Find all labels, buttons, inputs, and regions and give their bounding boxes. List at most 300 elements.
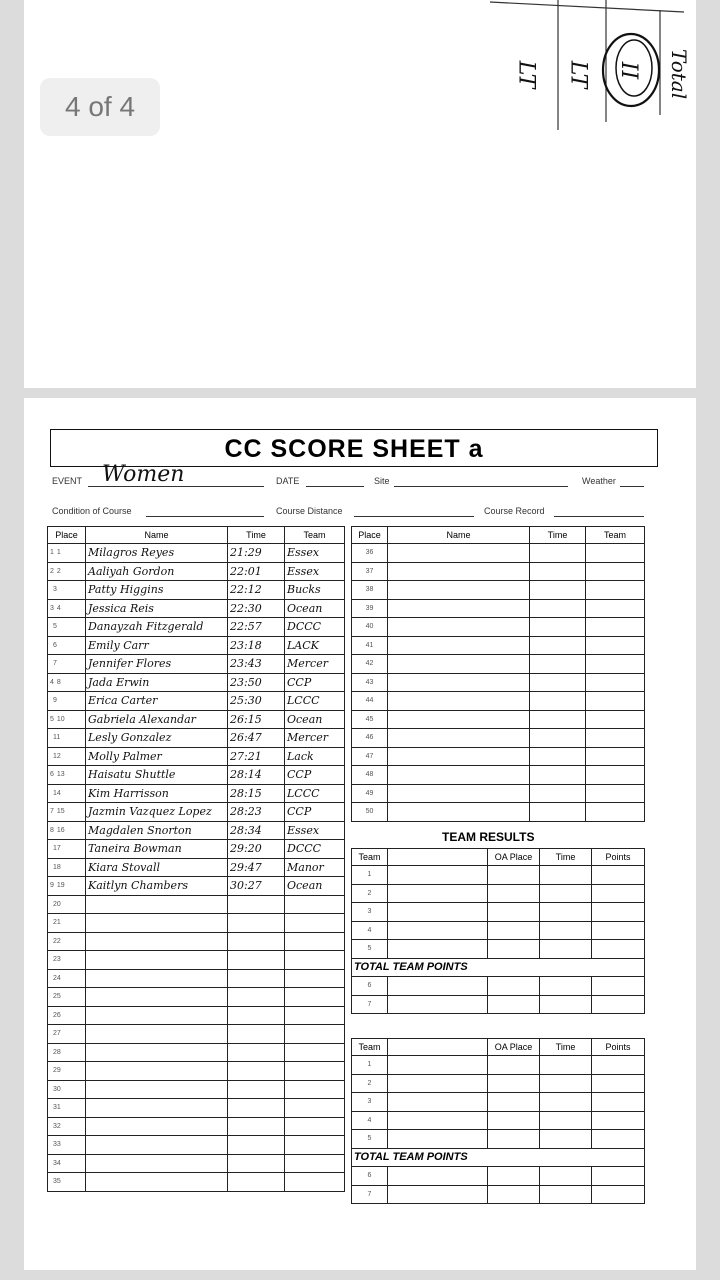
runner-name xyxy=(86,1117,228,1136)
result-row xyxy=(352,636,645,655)
total-points-row xyxy=(352,1148,645,1167)
team-cell xyxy=(592,1130,645,1149)
finish-time xyxy=(228,1173,285,1192)
event-label: EVENT xyxy=(52,476,83,486)
team-place-mark: 3 xyxy=(50,604,54,612)
place-number: 29 xyxy=(53,1067,61,1075)
team-row xyxy=(352,884,645,903)
score-sheet-page xyxy=(24,398,696,1270)
team-name xyxy=(285,1080,345,1099)
time-header: Time xyxy=(530,527,586,544)
team-name xyxy=(586,673,645,692)
runner-name: Molly Palmer xyxy=(86,747,228,766)
runner-name: Milagros Reyes xyxy=(86,544,228,563)
place-number: 10 xyxy=(56,715,65,723)
name-header: Name xyxy=(86,527,228,544)
team-name xyxy=(586,710,645,729)
result-row xyxy=(48,1099,345,1118)
result-row xyxy=(352,673,645,692)
team-cell xyxy=(592,977,645,996)
team-name xyxy=(586,766,645,785)
finish-time xyxy=(228,1117,285,1136)
team-name xyxy=(586,599,645,618)
result-row xyxy=(352,618,645,637)
team-cell xyxy=(592,1056,645,1075)
finish-time: 27:21 xyxy=(228,747,285,766)
team-name: LCCC xyxy=(285,784,345,803)
finish-time xyxy=(530,692,586,711)
place-cell xyxy=(48,729,86,748)
place-cell xyxy=(48,618,86,637)
total-note: Total xyxy=(667,48,692,100)
team-cell xyxy=(488,940,540,959)
runner-name: Jazmin Vazquez Lopez xyxy=(86,803,228,822)
team-name xyxy=(285,1099,345,1118)
team-cell xyxy=(388,995,488,1014)
team-cell xyxy=(488,921,540,940)
place-number: 15 xyxy=(56,808,65,816)
team-rank: 3 xyxy=(352,1093,388,1112)
runner-name xyxy=(388,673,530,692)
result-row xyxy=(352,544,645,563)
result-row xyxy=(48,895,345,914)
finish-time xyxy=(530,710,586,729)
place-cell xyxy=(48,1136,86,1155)
team-cell xyxy=(540,1056,592,1075)
runner-name xyxy=(86,988,228,1007)
place-number: 9 xyxy=(53,697,57,705)
team-cell xyxy=(592,1093,645,1112)
team-cell xyxy=(388,921,488,940)
finish-time: 22:01 xyxy=(228,562,285,581)
page-counter-badge: 4 of 4 xyxy=(40,78,160,136)
points-header: Points xyxy=(592,1039,645,1056)
place-cell xyxy=(48,821,86,840)
runner-name xyxy=(388,544,530,563)
place-cell xyxy=(48,1173,86,1192)
team-cell xyxy=(488,1093,540,1112)
finish-time xyxy=(530,747,586,766)
team-rank: 2 xyxy=(352,884,388,903)
team-cell xyxy=(488,903,540,922)
team-row xyxy=(352,1093,645,1112)
team-row xyxy=(352,1130,645,1149)
team-cell xyxy=(540,1074,592,1093)
previous-page xyxy=(24,0,696,388)
runner-name xyxy=(388,747,530,766)
finish-time xyxy=(530,636,586,655)
place-number: 43 xyxy=(352,673,388,692)
team-name xyxy=(285,988,345,1007)
result-row xyxy=(48,914,345,933)
team-row xyxy=(352,977,645,996)
condition-label: Condition of Course xyxy=(52,506,132,516)
result-row xyxy=(352,581,645,600)
team-rank: 4 xyxy=(352,921,388,940)
runner-name: Kim Harrisson xyxy=(86,784,228,803)
place-cell xyxy=(48,1117,86,1136)
result-row xyxy=(48,858,345,877)
team-cell xyxy=(388,1074,488,1093)
place-number: 31 xyxy=(53,1104,61,1112)
finish-time xyxy=(530,729,586,748)
place-cell xyxy=(48,1043,86,1062)
place-cell xyxy=(48,1154,86,1173)
place-cell xyxy=(48,895,86,914)
runner-name: Kaitlyn Chambers xyxy=(86,877,228,896)
finish-time xyxy=(530,655,586,674)
result-row xyxy=(48,951,345,970)
finish-time xyxy=(228,1062,285,1081)
team-name xyxy=(586,784,645,803)
team-cell xyxy=(388,1185,488,1204)
team-name xyxy=(586,692,645,711)
team-cell xyxy=(540,1185,592,1204)
team-cell xyxy=(540,1130,592,1149)
team-cell xyxy=(388,866,488,885)
finish-time: 28:14 xyxy=(228,766,285,785)
team-name xyxy=(586,562,645,581)
team-cell xyxy=(540,1167,592,1186)
runner-name xyxy=(86,1099,228,1118)
team-name xyxy=(285,1136,345,1155)
result-row xyxy=(48,581,345,600)
team-name xyxy=(285,932,345,951)
runner-name xyxy=(388,766,530,785)
team-place-mark: 1 xyxy=(50,549,54,557)
time-header: Time xyxy=(540,849,592,866)
team-row xyxy=(352,1056,645,1075)
runner-name: Magdalen Snorton xyxy=(86,821,228,840)
result-row xyxy=(352,803,645,822)
place-number: 48 xyxy=(352,766,388,785)
place-cell xyxy=(48,747,86,766)
result-row xyxy=(352,729,645,748)
team-cell xyxy=(592,1185,645,1204)
place-cell xyxy=(48,988,86,1007)
place-number: 6 xyxy=(53,641,57,649)
finish-time: 22:30 xyxy=(228,599,285,618)
result-row xyxy=(48,1117,345,1136)
finish-time xyxy=(530,544,586,563)
team-name xyxy=(586,581,645,600)
finish-time xyxy=(228,914,285,933)
place-number: 23 xyxy=(53,956,61,964)
result-row xyxy=(352,784,645,803)
team-name xyxy=(285,1006,345,1025)
runner-name: Jennifer Flores xyxy=(86,655,228,674)
team-rank: 7 xyxy=(352,995,388,1014)
runner-name xyxy=(388,692,530,711)
runner-name xyxy=(388,562,530,581)
place-number: 3 xyxy=(53,586,57,594)
place-number: 5 xyxy=(53,623,57,631)
team-rank: 6 xyxy=(352,977,388,996)
runner-name xyxy=(86,1154,228,1173)
team-row xyxy=(352,1074,645,1093)
finish-time: 30:27 xyxy=(228,877,285,896)
place-cell xyxy=(48,581,86,600)
time-header: Time xyxy=(540,1039,592,1056)
place-number: 42 xyxy=(352,655,388,674)
runner-name: Jada Erwin xyxy=(86,673,228,692)
finish-time xyxy=(530,673,586,692)
finish-time xyxy=(228,1080,285,1099)
tally-mark-1: LT xyxy=(513,60,539,89)
team-rank: 1 xyxy=(352,866,388,885)
runner-name xyxy=(388,655,530,674)
result-row xyxy=(48,1006,345,1025)
team-cell xyxy=(540,903,592,922)
place-number: 36 xyxy=(352,544,388,563)
total-team-points-label: TOTAL TEAM POINTS xyxy=(352,958,645,977)
place-number: 46 xyxy=(352,729,388,748)
team-name: Ocean xyxy=(285,710,345,729)
team-cell xyxy=(488,995,540,1014)
team-rank: 5 xyxy=(352,1130,388,1149)
team-name xyxy=(285,1117,345,1136)
results-table-right xyxy=(351,526,645,822)
finish-time xyxy=(228,951,285,970)
place-number: 49 xyxy=(352,784,388,803)
tally-mark-3: II xyxy=(616,61,642,80)
team-results-table-1 xyxy=(351,848,645,1014)
result-row xyxy=(48,969,345,988)
place-number: 25 xyxy=(53,993,61,1001)
team-place-mark: 6 xyxy=(50,771,54,779)
team-cell xyxy=(592,995,645,1014)
team-name: Essex xyxy=(285,544,345,563)
finish-time xyxy=(530,803,586,822)
team-name: Essex xyxy=(285,562,345,581)
place-cell xyxy=(48,599,86,618)
team-cell xyxy=(488,884,540,903)
place-number: 37 xyxy=(352,562,388,581)
finish-time xyxy=(228,1154,285,1173)
team-cell xyxy=(488,1111,540,1130)
place-number: 30 xyxy=(53,1085,61,1093)
result-row xyxy=(352,710,645,729)
team-rank: 5 xyxy=(352,940,388,959)
finish-time: 23:18 xyxy=(228,636,285,655)
team-name: CCP xyxy=(285,766,345,785)
place-number: 2 xyxy=(56,567,61,575)
team-header: Team xyxy=(352,1039,388,1056)
team-cell xyxy=(540,1093,592,1112)
team-cell xyxy=(540,995,592,1014)
finish-time xyxy=(228,895,285,914)
team-name xyxy=(586,729,645,748)
place-number: 17 xyxy=(53,845,61,853)
finish-time xyxy=(530,766,586,785)
result-row xyxy=(48,1173,345,1192)
place-cell xyxy=(48,840,86,859)
runner-name xyxy=(86,1062,228,1081)
team-name xyxy=(586,803,645,822)
place-number: 7 xyxy=(53,660,57,668)
place-cell xyxy=(48,544,86,563)
finish-time: 26:15 xyxy=(228,710,285,729)
team-cell xyxy=(540,884,592,903)
place-cell xyxy=(48,710,86,729)
result-row xyxy=(48,729,345,748)
place-number: 8 xyxy=(56,678,61,686)
team-cell xyxy=(388,1056,488,1075)
finish-time: 23:50 xyxy=(228,673,285,692)
place-cell xyxy=(48,932,86,951)
runner-name xyxy=(388,636,530,655)
finish-time xyxy=(530,581,586,600)
result-row xyxy=(48,710,345,729)
team-row xyxy=(352,940,645,959)
place-cell xyxy=(48,969,86,988)
result-row xyxy=(48,673,345,692)
team-name xyxy=(586,747,645,766)
team-rank: 6 xyxy=(352,1167,388,1186)
team-row xyxy=(352,1111,645,1130)
place-number: 28 xyxy=(53,1048,61,1056)
team-cell xyxy=(388,884,488,903)
runner-name: Danayzah Fitzgerald xyxy=(86,618,228,637)
team-cell xyxy=(540,921,592,940)
team-place-mark: 4 xyxy=(50,678,54,686)
place-number: 19 xyxy=(56,882,65,890)
result-row xyxy=(48,1080,345,1099)
team-place-mark: 9 xyxy=(50,882,54,890)
runner-name xyxy=(86,895,228,914)
points-header: Points xyxy=(592,849,645,866)
finish-time: 29:20 xyxy=(228,840,285,859)
team-place-mark: 7 xyxy=(50,808,54,816)
runner-name xyxy=(388,599,530,618)
place-number: 12 xyxy=(53,752,61,760)
result-row xyxy=(352,747,645,766)
team-name: Lack xyxy=(285,747,345,766)
place-cell xyxy=(48,692,86,711)
team-rank: 3 xyxy=(352,903,388,922)
record-label: Course Record xyxy=(484,506,545,516)
place-number: 35 xyxy=(53,1178,61,1186)
result-row xyxy=(48,1043,345,1062)
runner-name: Patty Higgins xyxy=(86,581,228,600)
place-number: 39 xyxy=(352,599,388,618)
team-cell xyxy=(540,866,592,885)
finish-time: 22:57 xyxy=(228,618,285,637)
runner-name xyxy=(388,784,530,803)
team-cell xyxy=(488,1167,540,1186)
team-rank: 4 xyxy=(352,1111,388,1130)
result-row xyxy=(48,803,345,822)
total-team-points-label: TOTAL TEAM POINTS xyxy=(352,1148,645,1167)
finish-time xyxy=(228,1099,285,1118)
runner-name xyxy=(86,1043,228,1062)
result-row xyxy=(352,766,645,785)
result-row xyxy=(48,692,345,711)
team-cell xyxy=(488,1130,540,1149)
event-value: Women xyxy=(102,462,185,487)
team-cell xyxy=(592,884,645,903)
result-row xyxy=(48,1025,345,1044)
finish-time xyxy=(228,1025,285,1044)
oa-place-header: OA Place xyxy=(488,1039,540,1056)
place-header: Place xyxy=(352,527,388,544)
runner-name xyxy=(388,729,530,748)
team-cell xyxy=(540,940,592,959)
total-points-row xyxy=(352,958,645,977)
team-name xyxy=(586,544,645,563)
place-number: 14 xyxy=(53,789,61,797)
team-cell xyxy=(592,1167,645,1186)
result-row xyxy=(48,599,345,618)
place-number: 4 xyxy=(56,604,61,612)
place-number: 22 xyxy=(53,937,61,945)
place-number: 41 xyxy=(352,636,388,655)
place-number: 20 xyxy=(53,900,61,908)
team-cell xyxy=(592,921,645,940)
runner-name: Aaliyah Gordon xyxy=(86,562,228,581)
place-cell xyxy=(48,951,86,970)
place-cell xyxy=(48,1025,86,1044)
team-name xyxy=(285,1025,345,1044)
team-cell xyxy=(592,866,645,885)
finish-time xyxy=(530,618,586,637)
team-name xyxy=(586,655,645,674)
team-name: Bucks xyxy=(285,581,345,600)
place-number: 27 xyxy=(53,1030,61,1038)
runner-name: Erica Carter xyxy=(86,692,228,711)
result-row xyxy=(48,544,345,563)
team-name: CCP xyxy=(285,673,345,692)
place-number: 13 xyxy=(56,771,65,779)
distance-label: Course Distance xyxy=(276,506,343,516)
team-cell xyxy=(488,1185,540,1204)
time-header: Time xyxy=(228,527,285,544)
result-row xyxy=(48,840,345,859)
place-cell xyxy=(48,1062,86,1081)
place-number: 24 xyxy=(53,974,61,982)
runner-name xyxy=(86,1136,228,1155)
team-place-mark: 8 xyxy=(50,826,54,834)
runner-name xyxy=(388,618,530,637)
runner-name xyxy=(388,710,530,729)
result-row xyxy=(48,747,345,766)
finish-time: 26:47 xyxy=(228,729,285,748)
team-name xyxy=(285,1173,345,1192)
team-name xyxy=(285,914,345,933)
team-cell xyxy=(488,866,540,885)
place-number: 34 xyxy=(53,1159,61,1167)
finish-time: 28:23 xyxy=(228,803,285,822)
runner-name xyxy=(86,914,228,933)
result-row xyxy=(48,932,345,951)
runner-name xyxy=(86,1173,228,1192)
place-number: 32 xyxy=(53,1122,61,1130)
team-row xyxy=(352,903,645,922)
team-name: Mercer xyxy=(285,729,345,748)
place-number: 1 xyxy=(56,549,61,557)
place-cell xyxy=(48,1006,86,1025)
place-number: 38 xyxy=(352,581,388,600)
result-row xyxy=(48,1062,345,1081)
result-row xyxy=(48,618,345,637)
result-row xyxy=(352,562,645,581)
team-cell xyxy=(388,977,488,996)
team-cell xyxy=(488,977,540,996)
team-cell xyxy=(592,1074,645,1093)
result-row xyxy=(48,988,345,1007)
team-name xyxy=(285,969,345,988)
team-header: Team xyxy=(586,527,645,544)
